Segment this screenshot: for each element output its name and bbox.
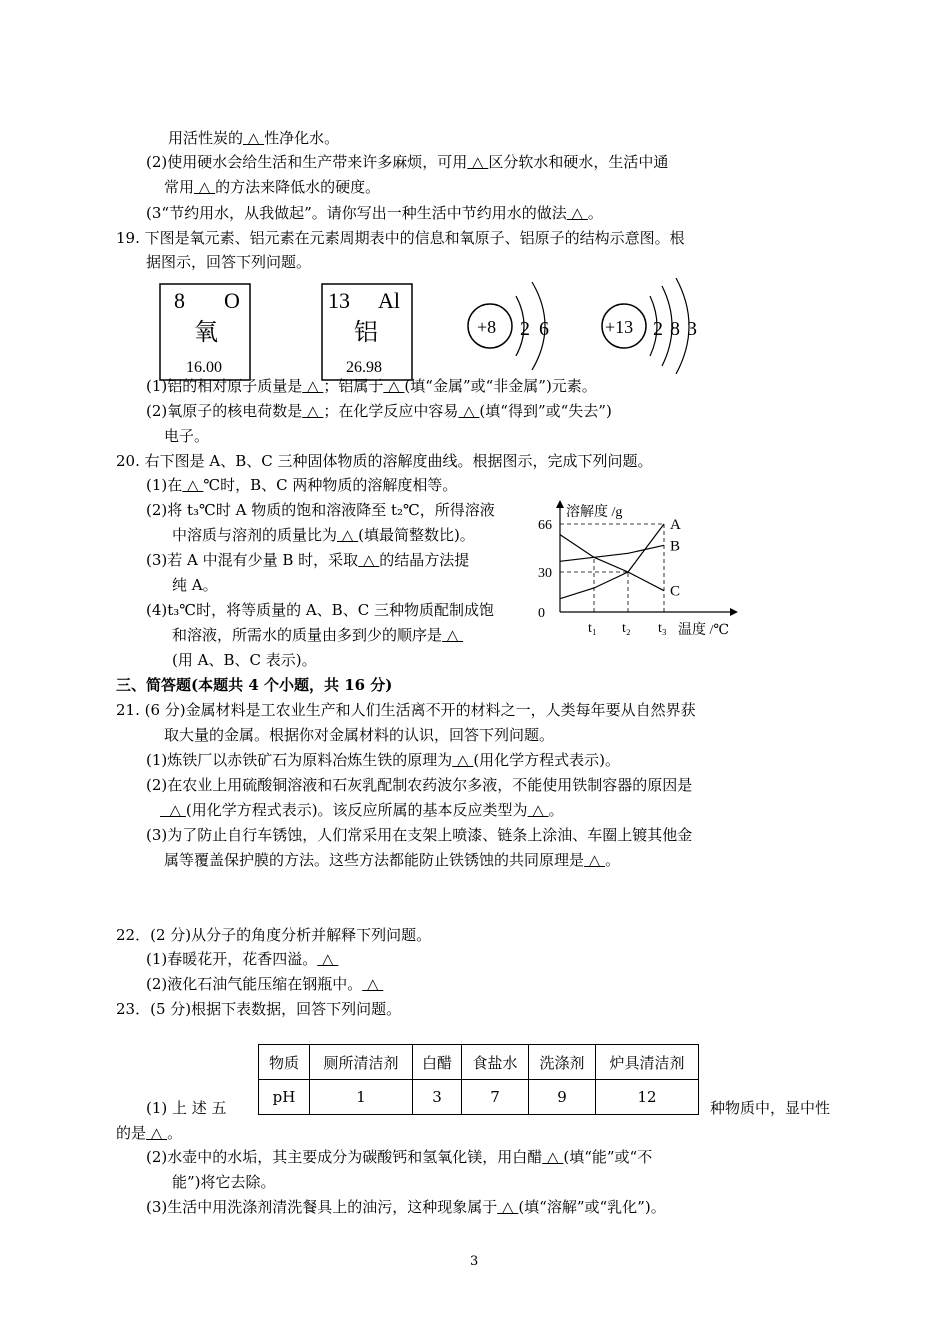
- table-cell: 3: [413, 1080, 462, 1115]
- q18-sub2-line-2: 常用 △ 的方法来降低水的硬度。: [164, 178, 381, 196]
- answer-blank[interactable]: △: [542, 1148, 564, 1166]
- answer-blank[interactable]: △: [566, 204, 588, 222]
- table-cell: 7: [462, 1080, 529, 1115]
- series-label-B: B: [670, 538, 681, 555]
- table-header: 厕所清洁剂: [310, 1045, 413, 1080]
- answer-blank[interactable]: △: [383, 377, 405, 395]
- q20-sub3-line-1: (3)若 A 中混有少量 B 时，采取 △ 的结晶方法提: [146, 551, 470, 569]
- y-tick-label: 30: [538, 566, 552, 581]
- aluminum-atom-diagram: [602, 278, 697, 374]
- q23-sub2-line-2: 能”)将它去除。: [172, 1173, 276, 1191]
- aluminum-atomic-number: 13: [328, 288, 350, 313]
- oxygen-atomic-number: 8: [174, 288, 185, 313]
- q21-sub2-line-2: △ (用化学方程式表示)。该反应所属的基本反应类型为 △ 。: [160, 801, 564, 819]
- series-label-A: A: [670, 517, 681, 533]
- answer-blank[interactable]: △: [358, 551, 380, 569]
- x-axis-label: 温度 /℃: [678, 623, 730, 638]
- answer-blank[interactable]: △: [302, 377, 324, 395]
- q21-sub1: (1)炼铁厂以赤铁矿石为原料冶炼生铁的原理为 △ (用化学方程式表示)。: [146, 751, 621, 769]
- q19-sub1: (1)铝的相对原子质量是 △ ；铝属于 △ (填“金属”或“非金属”)元素。: [146, 377, 597, 395]
- aluminum-name: 铝: [354, 320, 378, 346]
- answer-blank[interactable]: △: [243, 129, 265, 147]
- oxygen-shell-1: 2: [520, 318, 530, 340]
- oxygen-symbol: O: [224, 288, 240, 313]
- table-header: 炉具清洁剂: [596, 1045, 699, 1080]
- q23-sub1-cont: 的是 △ 。: [116, 1124, 183, 1142]
- section-title: 三、简答题(本题共 4 个小题，共 16 分): [116, 676, 393, 694]
- aluminum-shell-2: 8: [670, 318, 680, 340]
- q23-sub1-right: 种物质中，显中性: [710, 1099, 831, 1117]
- q21-intro-2: 取大量的金属。根据你对金属材料的认识，回答下列问题。: [164, 726, 555, 744]
- q19-sub2-cont: 电子。: [164, 427, 210, 445]
- aluminum-shell-3: 3: [687, 318, 697, 340]
- y-tick-label: 0: [538, 606, 545, 621]
- curve-B: [560, 545, 664, 561]
- answer-blank[interactable]: △: [146, 1124, 168, 1142]
- q23-sub2-line-1: (2)水壶中的水垢，其主要成分为碳酸钙和氢氧化镁，用白醋 △ (填“能”或“不: [146, 1148, 653, 1166]
- q23-sub3: (3)生活中用洗涤剂清洗餐具上的油污，这种现象属于 △ (填“溶解”或“乳化”)。: [146, 1198, 666, 1216]
- q21-sub2-line-1: (2)在农业上用硫酸铜溶液和石灰乳配制农药波尔多液，不能使用铁制容器的原因是: [146, 776, 693, 794]
- q21-sub3-line-1: (3)为了防止自行车锈蚀，人们常采用在支架上喷漆、链条上涂油、车圈上镀其他金: [146, 826, 693, 844]
- q19-intro-1: 19. 下图是氧元素、铝元素在元素周期表中的信息和氧原子、铝原子的结构示意图。根: [116, 229, 685, 247]
- answer-blank[interactable]: △: [317, 950, 339, 968]
- x-tick-label: t₂: [622, 621, 631, 636]
- answer-blank[interactable]: △: [584, 851, 606, 869]
- q20-intro: 20. 右下图是 A、B、C 三种固体物质的溶解度曲线。根据图示，完成下列问题。: [116, 452, 653, 470]
- q19-intro-2: 据图示，回答下列问题。: [146, 253, 312, 271]
- answer-blank[interactable]: △: [442, 626, 464, 644]
- table-cell: 12: [596, 1080, 699, 1115]
- oxygen-atom-diagram: [468, 282, 549, 370]
- solubility-chart: [530, 496, 740, 646]
- q21-intro-1: 21. (6 分)金属材料是工农业生产和人们生活离不开的材料之一，人类每年要从自然界获: [116, 701, 696, 719]
- table-header: 物质: [259, 1045, 310, 1080]
- element-atom-figure: [150, 278, 710, 388]
- q20-sub4-line-3: (用 A、B、C 表示)。: [172, 651, 317, 669]
- page-number: 3: [470, 1254, 479, 1269]
- answer-blank[interactable]: △: [452, 751, 474, 769]
- y-tick-label: 66: [538, 518, 552, 533]
- table-cell: 1: [310, 1080, 413, 1115]
- q20-sub4-line-2: 和溶液，所需水的质量由多到少的顺序是 △: [172, 626, 464, 644]
- answer-blank[interactable]: △: [182, 476, 204, 494]
- answer-blank[interactable]: △: [527, 801, 549, 819]
- aluminum-symbol: Al: [378, 288, 400, 313]
- oxygen-mass: 16.00: [186, 359, 222, 376]
- aluminum-element-card: [322, 284, 412, 380]
- q22-intro: 22．(2 分)从分子的角度分析并解释下列问题。: [116, 926, 432, 944]
- aluminum-mass: 26.98: [346, 359, 382, 376]
- q22-sub1: (1)春暖花开，花香四溢。 △: [146, 950, 339, 968]
- q20-sub3-line-2: 纯 A。: [172, 576, 218, 594]
- table-cell: pH: [259, 1080, 310, 1115]
- oxygen-name: 氧: [194, 320, 218, 346]
- table-cell: 9: [529, 1080, 596, 1115]
- y-axis-label: 溶解度 /g: [566, 505, 623, 520]
- q20-sub4-line-1: (4)t₃℃时，将等质量的 A、B、C 三种物质配制成饱: [146, 601, 494, 619]
- q21-sub3-line-2: 属等覆盖保护膜的方法。这些方法都能防止铁锈蚀的共同原理是 △ 。: [164, 851, 621, 869]
- curve-A: [560, 524, 664, 599]
- aluminum-shell-1: 2: [653, 318, 663, 340]
- q20-sub2-line-1: (2)将 t₃℃时 A 物质的饱和溶液降至 t₂℃，所得溶液: [146, 501, 495, 519]
- q18-line-1: 用活性炭的 △ 性净化水。: [168, 129, 340, 147]
- answer-blank[interactable]: △: [337, 526, 359, 544]
- answer-blank[interactable]: △: [302, 402, 324, 420]
- q18-sub3: (3“节约用水，从我做起”。请你写出一种生活中节约用水的做法 △ 。: [146, 204, 603, 222]
- x-tick-label: t₁: [588, 621, 597, 636]
- q20-sub2-line-2: 中溶质与溶剂的质量比为 △ (填最简整数比)。: [172, 526, 475, 544]
- series-label-C: C: [670, 583, 681, 600]
- q22-sub2: (2)液化石油气能压缩在钢瓶中。 △: [146, 975, 384, 993]
- answer-blank[interactable]: △: [160, 801, 186, 819]
- answer-blank[interactable]: △: [194, 178, 216, 196]
- table-header: 洗涤剂: [529, 1045, 596, 1080]
- curve-C: [560, 535, 664, 591]
- x-tick-label: t₃: [658, 621, 667, 636]
- oxygen-nucleus-charge: +8: [477, 317, 497, 337]
- table-row: [259, 1080, 699, 1115]
- table-header: 白醋: [413, 1045, 462, 1080]
- q23-sub1-left: (1) 上 述 五: [146, 1099, 227, 1117]
- oxygen-shell-2: 6: [539, 318, 549, 340]
- answer-blank[interactable]: △: [497, 1198, 519, 1216]
- table-header-row: [259, 1045, 699, 1080]
- aluminum-nucleus-charge: +13: [605, 317, 634, 337]
- q19-sub2: (2)氧原子的核电荷数是 △ ；在化学反应中容易 △ (填“得到”或“失去”): [146, 402, 612, 420]
- q23-intro: 23．(5 分)根据下表数据，回答下列问题。: [116, 1000, 402, 1018]
- answer-blank[interactable]: △: [467, 153, 489, 171]
- answer-blank[interactable]: △: [458, 402, 480, 420]
- answer-blank[interactable]: △: [362, 975, 384, 993]
- q20-sub1: (1)在 △ ℃时，B、C 两种物质的溶解度相等。: [146, 476, 458, 494]
- oxygen-element-card: [160, 284, 250, 380]
- table-header: 食盐水: [462, 1045, 529, 1080]
- ph-table: [258, 1044, 699, 1115]
- q18-sub2-line-1: (2)使用硬水会给生活和生产带来许多麻烦，可用 △ 区分软水和硬水，生活中通: [146, 153, 669, 171]
